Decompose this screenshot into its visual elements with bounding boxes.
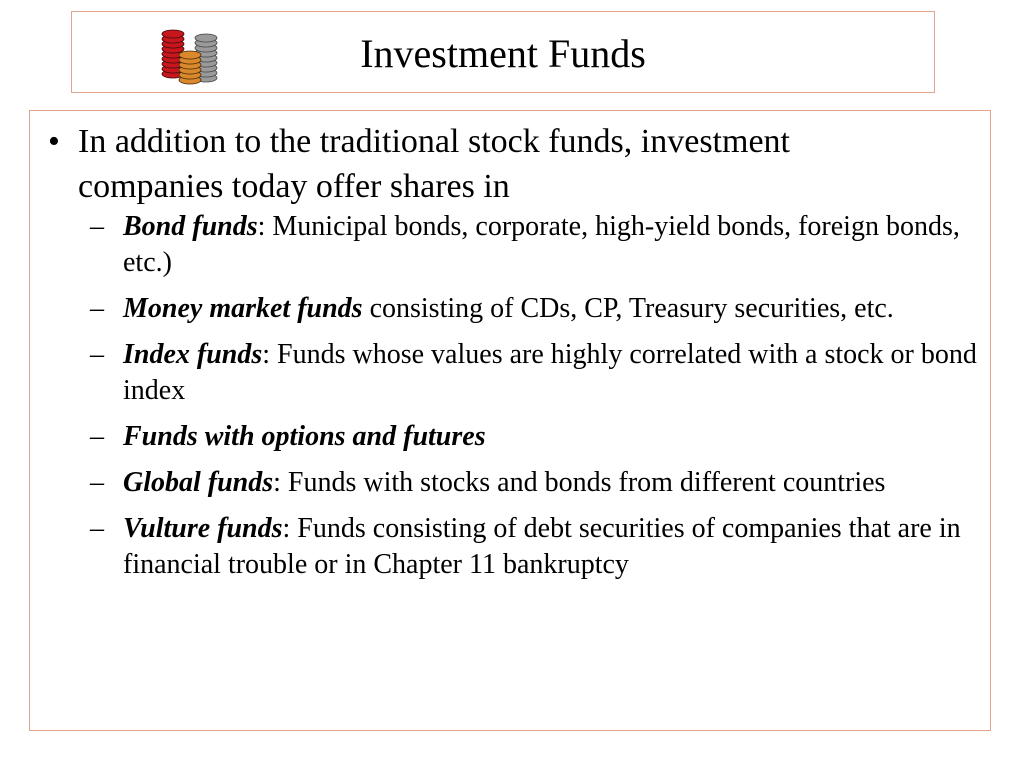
list-item-money-market-funds [90,291,980,327]
dash-marker: – [90,211,104,242]
dash-marker: – [90,467,104,498]
bullet-marker: • [48,123,60,160]
fund-term: Vulture funds [123,513,283,544]
list-item-global-funds [90,465,980,501]
fund-type-list [90,209,980,593]
fund-term: Bond funds [123,211,258,242]
list-item-vulture-funds [90,511,980,583]
dash-marker: – [90,421,104,452]
main-bullet [40,119,940,209]
fund-term: Money market funds [123,293,363,324]
list-item-bond-funds [90,209,980,281]
fund-description: : Municipal bonds, corporate, high-yield bonds, foreign bonds, etc.) [123,211,960,278]
fund-description: : Funds with stocks and bonds from different countries [273,467,886,498]
fund-description: : Funds whose values are highly correlated with a stock or bond index [123,339,977,406]
fund-description: consisting of CDs, CP, Treasury securities, etc. [362,293,894,324]
dash-marker: – [90,339,104,370]
list-item-options-futures-funds [90,419,980,455]
list-item-index-funds [90,337,980,409]
slide-title: Investment Funds [360,31,646,76]
title-frame [71,11,935,93]
fund-term: Funds with options and futures [123,421,486,452]
content-frame [29,110,991,731]
fund-description: : Funds consisting of debt securities of companies that are in financial trouble or in Chapter 11 bankruptcy [123,513,961,580]
fund-term: Global funds [123,467,274,498]
fund-term: Index funds [123,339,263,370]
main-bullet-text: In addition to the traditional stock funds, investment companies today offer shares in [78,123,790,205]
dash-marker: – [90,293,104,324]
dash-marker: – [90,513,104,544]
